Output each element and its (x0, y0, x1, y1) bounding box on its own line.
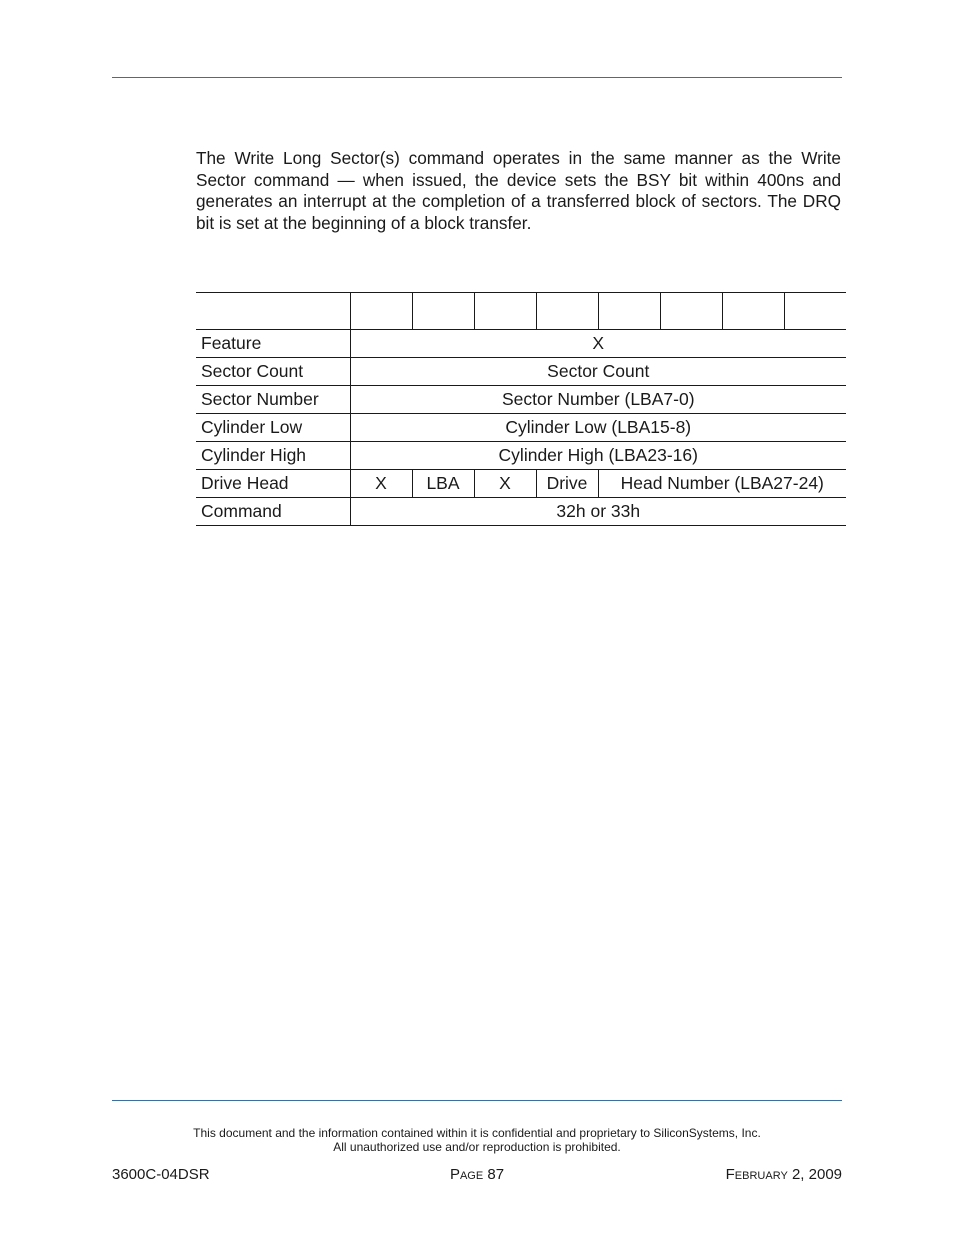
table-header-row (196, 293, 846, 330)
register-table (196, 292, 846, 526)
notice-line-1: This document and the information contained within it is confidential and proprietary to SiliconSystems, Inc. (193, 1126, 761, 1140)
register-value: 32h or 33h (350, 498, 846, 526)
register-value: X (350, 330, 846, 358)
header-cell (598, 293, 660, 330)
register-name: Command (196, 498, 350, 526)
bit-cell: Drive (536, 470, 598, 498)
notice-line-2: All unauthorized use and/or reproduction is prohibited. (333, 1139, 621, 1154)
header-cell (784, 293, 846, 330)
register-name: Cylinder High (196, 442, 350, 470)
register-value: Sector Number (LBA7-0) (350, 386, 846, 414)
bit-cell: X (350, 470, 412, 498)
table-row (196, 442, 846, 470)
body-paragraph: The Write Long Sector(s) command operates in the same manner as the Write Sector command — when issued, the device sets the BSY bit within 400ns and generates an interrupt at the completion of a transferred block of sectors. The DRQ bit is set at the beginning of a block transfer. (196, 148, 841, 233)
register-name: Sector Count (196, 358, 350, 386)
register-value: Sector Count (350, 358, 846, 386)
footer-rule (112, 1100, 842, 1101)
table-row (196, 498, 846, 526)
header-cell (196, 293, 350, 330)
header-cell (660, 293, 722, 330)
table-row (196, 386, 846, 414)
table-row (196, 330, 846, 358)
footer-bar (112, 1166, 842, 1186)
table-row (196, 358, 846, 386)
header-cell (722, 293, 784, 330)
register-name: Drive Head (196, 470, 350, 498)
register-name: Cylinder Low (196, 414, 350, 442)
register-name: Sector Number (196, 386, 350, 414)
header-cell (350, 293, 412, 330)
document-number: 3600C-04DSR (112, 1166, 210, 1183)
confidentiality-notice (112, 1127, 842, 1154)
bit-cell: LBA (412, 470, 474, 498)
page-number: Page 87 (449, 1166, 505, 1183)
register-value: Cylinder High (LBA23-16) (350, 442, 846, 470)
header-rule (112, 77, 842, 78)
document-date: February 2, 2009 (725, 1166, 842, 1183)
header-cell (474, 293, 536, 330)
register-name: Feature (196, 330, 350, 358)
header-cell (412, 293, 474, 330)
table-row (196, 414, 846, 442)
head-number-cell: Head Number (LBA27-24) (598, 470, 846, 498)
bit-cell: X (474, 470, 536, 498)
table-row (196, 470, 846, 498)
register-value: Cylinder Low (LBA15-8) (350, 414, 846, 442)
header-cell (536, 293, 598, 330)
